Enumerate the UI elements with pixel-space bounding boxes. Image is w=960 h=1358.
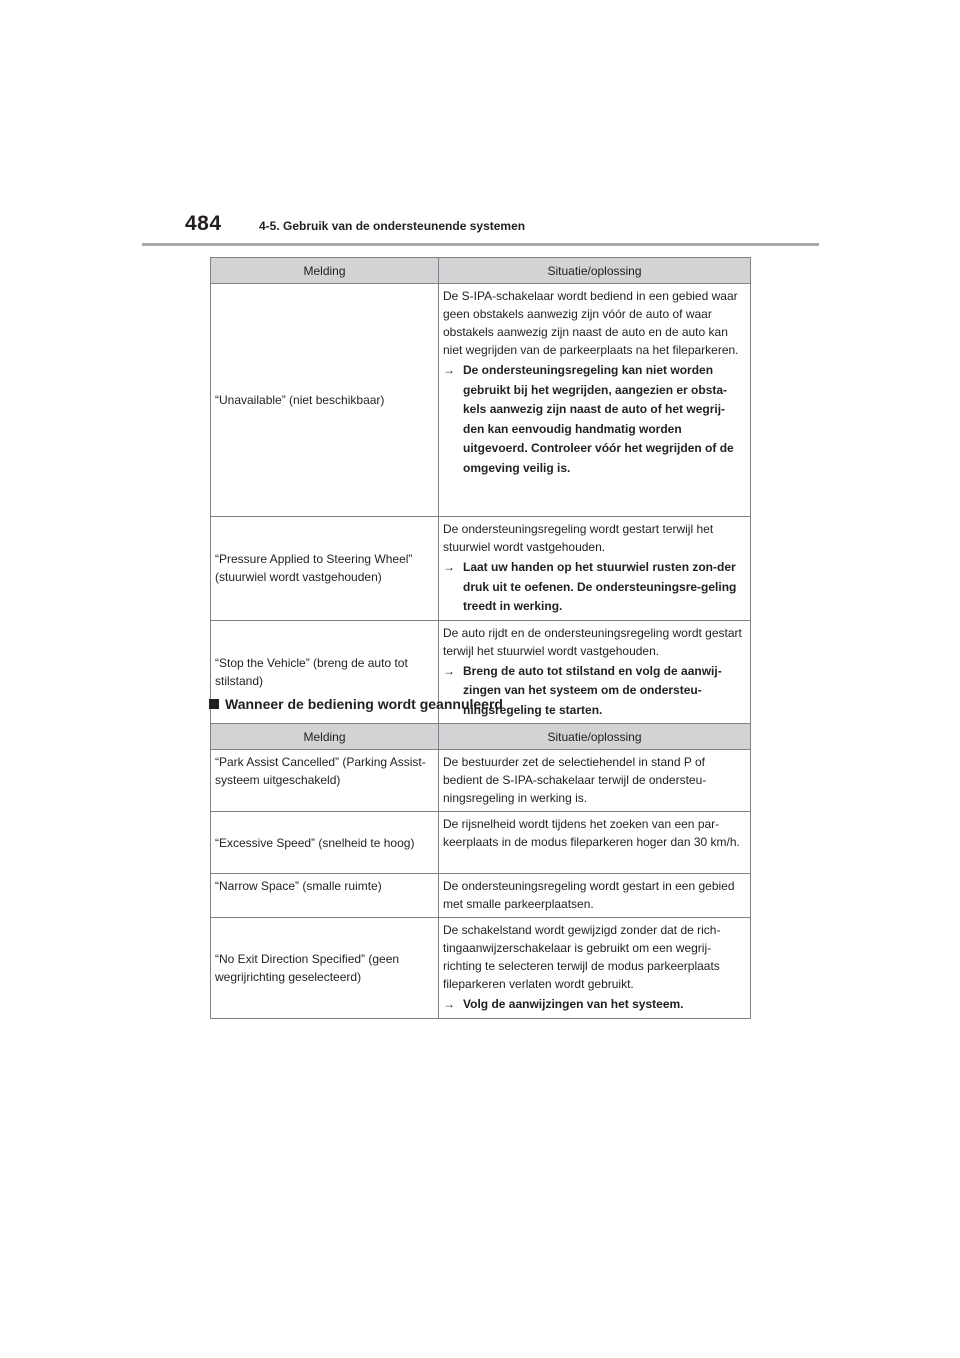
table-row bbox=[211, 874, 751, 918]
message-cell: “Excessive Speed” (snelheid te hoog) bbox=[211, 812, 439, 874]
situation-cell bbox=[439, 874, 751, 918]
action-label: De ondersteuningsregeling kan niet worden gebruikt bij het wegrijden, aangezien er obsta-kels aanwezig zijn naast de auto of het wegrij-den kan eenvoudig handmatig worden uitgevoerd. Controleer vóór het wegrijden of de omgeving veilig is. bbox=[463, 363, 734, 475]
situation-text: De schakelstand wordt gewijzigd zonder dat de rich-tingaanwijzerschakelaar is gebruikt om een wegrij-richting te selecteren terwijl de modus parkeerplaats fileparkeren verlaten wordt gebruikt. bbox=[443, 923, 721, 991]
column-header-situatie: Situatie/oplossing bbox=[439, 258, 751, 284]
table-header-row bbox=[211, 258, 751, 284]
message-cell: “Park Assist Cancelled” (Parking Assist-systeem uitgeschakeld) bbox=[211, 750, 439, 812]
subheading-text: Wanneer de bediening wordt geannuleerd bbox=[225, 696, 503, 712]
table-header-row bbox=[211, 724, 751, 750]
action-label: Breng de auto tot stilstand en volg de aanwij-zingen van het systeem om de ondersteu-ningsregeling te starten. bbox=[463, 663, 722, 717]
message-cell: “Narrow Space” (smalle ruimte) bbox=[211, 874, 439, 918]
subheading-cancelled bbox=[209, 696, 503, 712]
messages-table-unavailable bbox=[210, 257, 751, 724]
header-rule bbox=[142, 243, 819, 246]
table-row bbox=[211, 517, 751, 621]
situation-cell bbox=[439, 918, 751, 1019]
table-row bbox=[211, 812, 751, 874]
action-text bbox=[443, 361, 746, 478]
action-text bbox=[443, 558, 746, 617]
action-text bbox=[443, 995, 746, 1015]
situation-text: De bestuurder zet de selectiehendel in stand P of bedient de S-IPA-schakelaar terwijl de ondersteu-ningsregeling in werking is. bbox=[443, 755, 707, 805]
column-header-melding: Melding bbox=[211, 724, 439, 750]
message-cell: “Stop the Vehicle” (breng de auto tot stilstand) bbox=[211, 620, 439, 724]
situation-cell bbox=[439, 812, 751, 874]
table-row bbox=[211, 918, 751, 1019]
table-row bbox=[211, 750, 751, 812]
arrow-right-icon: → bbox=[443, 997, 455, 1011]
action-label: Laat uw handen op het stuurwiel rusten zon-der druk uit te oefenen. De ondersteuningsre-geling treedt in werking. bbox=[463, 560, 737, 613]
arrow-right-icon: → bbox=[443, 560, 455, 574]
situation-text: De ondersteuningsregeling wordt gestart in een gebied met smalle parkeerplaatsen. bbox=[443, 879, 735, 911]
situation-cell bbox=[439, 517, 751, 621]
situation-text: De auto rijdt en de ondersteuningsregeling wordt gestart terwijl het stuurwiel wordt vastgehouden. bbox=[443, 625, 742, 658]
message-cell: “Pressure Applied to Steering Wheel” (stuurwiel wordt vastgehouden) bbox=[211, 517, 439, 621]
messages-table-cancelled bbox=[210, 723, 751, 1019]
arrow-right-icon: → bbox=[443, 663, 455, 678]
situation-cell bbox=[439, 750, 751, 812]
arrow-right-icon: → bbox=[443, 363, 455, 377]
situation-text: De ondersteuningsregeling wordt gestart terwijl het stuurwiel wordt vastgehouden. bbox=[443, 522, 714, 554]
situation-cell bbox=[439, 284, 751, 517]
action-label: Volg de aanwijzingen van het systeem. bbox=[463, 997, 684, 1011]
column-header-situatie: Situatie/oplossing bbox=[439, 724, 751, 750]
message-cell: “No Exit Direction Specified” (geen wegrijrichting geselecteerd) bbox=[211, 918, 439, 1019]
situation-text: De S-IPA-schakelaar wordt bediend in een gebied waar geen obstakels aanwezig zijn vóór de auto of waar obstakels aanwezig zijn naast de auto en de auto kan niet wegrijden van de parkeerplaats na het fileparkeren. bbox=[443, 289, 739, 357]
table-row bbox=[211, 284, 751, 517]
situation-text: De rijsnelheid wordt tijdens het zoeken van een par-keerplaats in de modus fileparkeren hoger dan 30 km/h. bbox=[443, 817, 740, 849]
page-number: 484 bbox=[185, 212, 222, 235]
section-header: 4-5. Gebruik van de ondersteunende systemen bbox=[259, 219, 526, 233]
column-header-melding: Melding bbox=[211, 258, 439, 284]
message-cell: “Unavailable” (niet beschikbaar) bbox=[211, 284, 439, 517]
square-bullet-icon bbox=[209, 699, 219, 709]
